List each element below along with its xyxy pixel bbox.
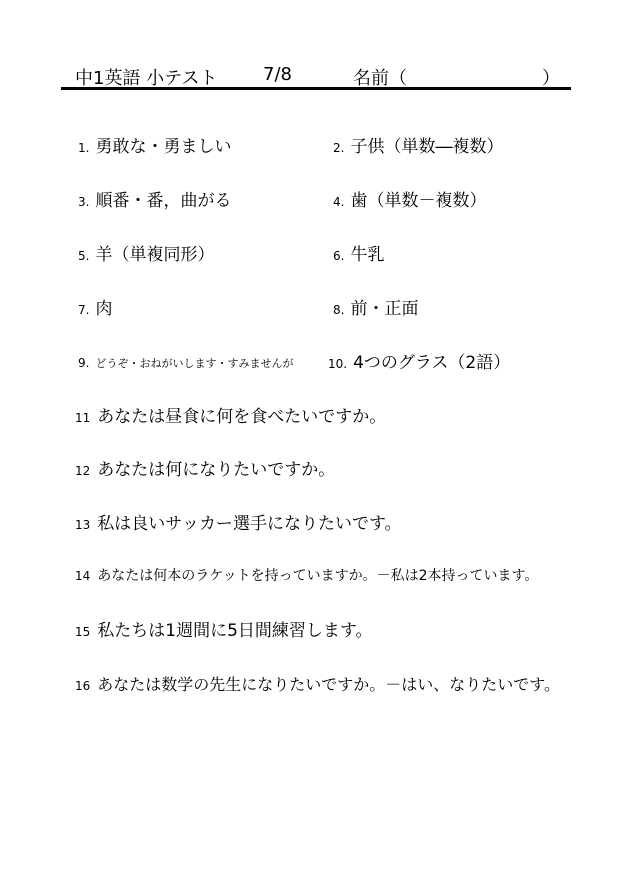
name-field-close: ） <box>542 68 560 89</box>
sentence-item <box>75 565 538 585</box>
sentence-item <box>75 672 560 695</box>
sentence-text: あなたは数学の先生になりたいですか。－はい、なりたいです。 <box>97 675 561 694</box>
sentence-number: 14 <box>75 569 91 583</box>
question-item <box>78 294 112 319</box>
question-number: 8. <box>333 303 345 317</box>
question-text: 子供（単数―複数） <box>350 137 504 157</box>
sentence-item <box>75 455 335 480</box>
question-item <box>328 348 510 373</box>
question-number: 3. <box>78 195 90 209</box>
question-number: 7. <box>78 303 90 317</box>
question-item <box>78 352 293 371</box>
sentence-number: 12 <box>75 464 91 478</box>
question-number: 1. <box>78 141 90 155</box>
question-text: 羊（単複同形） <box>95 245 215 265</box>
question-number: 2. <box>333 141 345 155</box>
question-item <box>78 132 231 157</box>
sentence-number: 16 <box>75 679 91 693</box>
question-number: 6. <box>333 249 345 263</box>
question-item <box>333 294 418 319</box>
question-text: 順番・番，曲がる <box>95 191 232 211</box>
question-text: 肉 <box>95 299 113 319</box>
sentence-text: あなたは何本のラケットを持っていますか。－私は2本持っています。 <box>97 568 539 584</box>
question-item <box>78 240 214 265</box>
question-item <box>78 186 231 211</box>
question-number: 10. <box>328 357 348 371</box>
test-date: 7/8 <box>263 64 292 85</box>
question-item <box>333 240 384 265</box>
sentence-text: 私は良いサッカー選手になりたいです。 <box>97 514 402 534</box>
question-number: 5. <box>78 249 90 263</box>
question-item <box>333 186 486 211</box>
sentence-number: 15 <box>75 625 91 639</box>
question-number: 4. <box>333 195 345 209</box>
header-underline <box>61 87 571 90</box>
sentence-text: あなたは昼食に何を食べたいですか。 <box>97 407 387 427</box>
sentence-text: 私たちは1週間に5日間練習します。 <box>97 621 373 641</box>
name-field-label: 名前（ <box>353 68 407 89</box>
question-text: どうぞ・おねがいします・すみませんが <box>95 357 294 370</box>
question-item <box>333 132 503 157</box>
question-text: 4つのグラス（2語） <box>353 353 511 373</box>
sentence-item <box>75 616 373 641</box>
question-text: 歯（単数－複数） <box>350 191 487 211</box>
question-text: 前・正面 <box>350 299 419 319</box>
sentence-number: 13 <box>75 518 91 532</box>
sentence-number: 11 <box>75 411 91 425</box>
sentence-text: あなたは何になりたいですか。 <box>97 460 336 480</box>
sentence-item <box>75 402 386 427</box>
question-text: 牛乳 <box>350 245 385 265</box>
question-text: 勇敢な・勇ましい <box>95 137 232 157</box>
question-number: 9. <box>78 356 90 370</box>
worksheet-title: 中1英語 小テスト <box>75 68 218 89</box>
sentence-item <box>75 509 402 534</box>
